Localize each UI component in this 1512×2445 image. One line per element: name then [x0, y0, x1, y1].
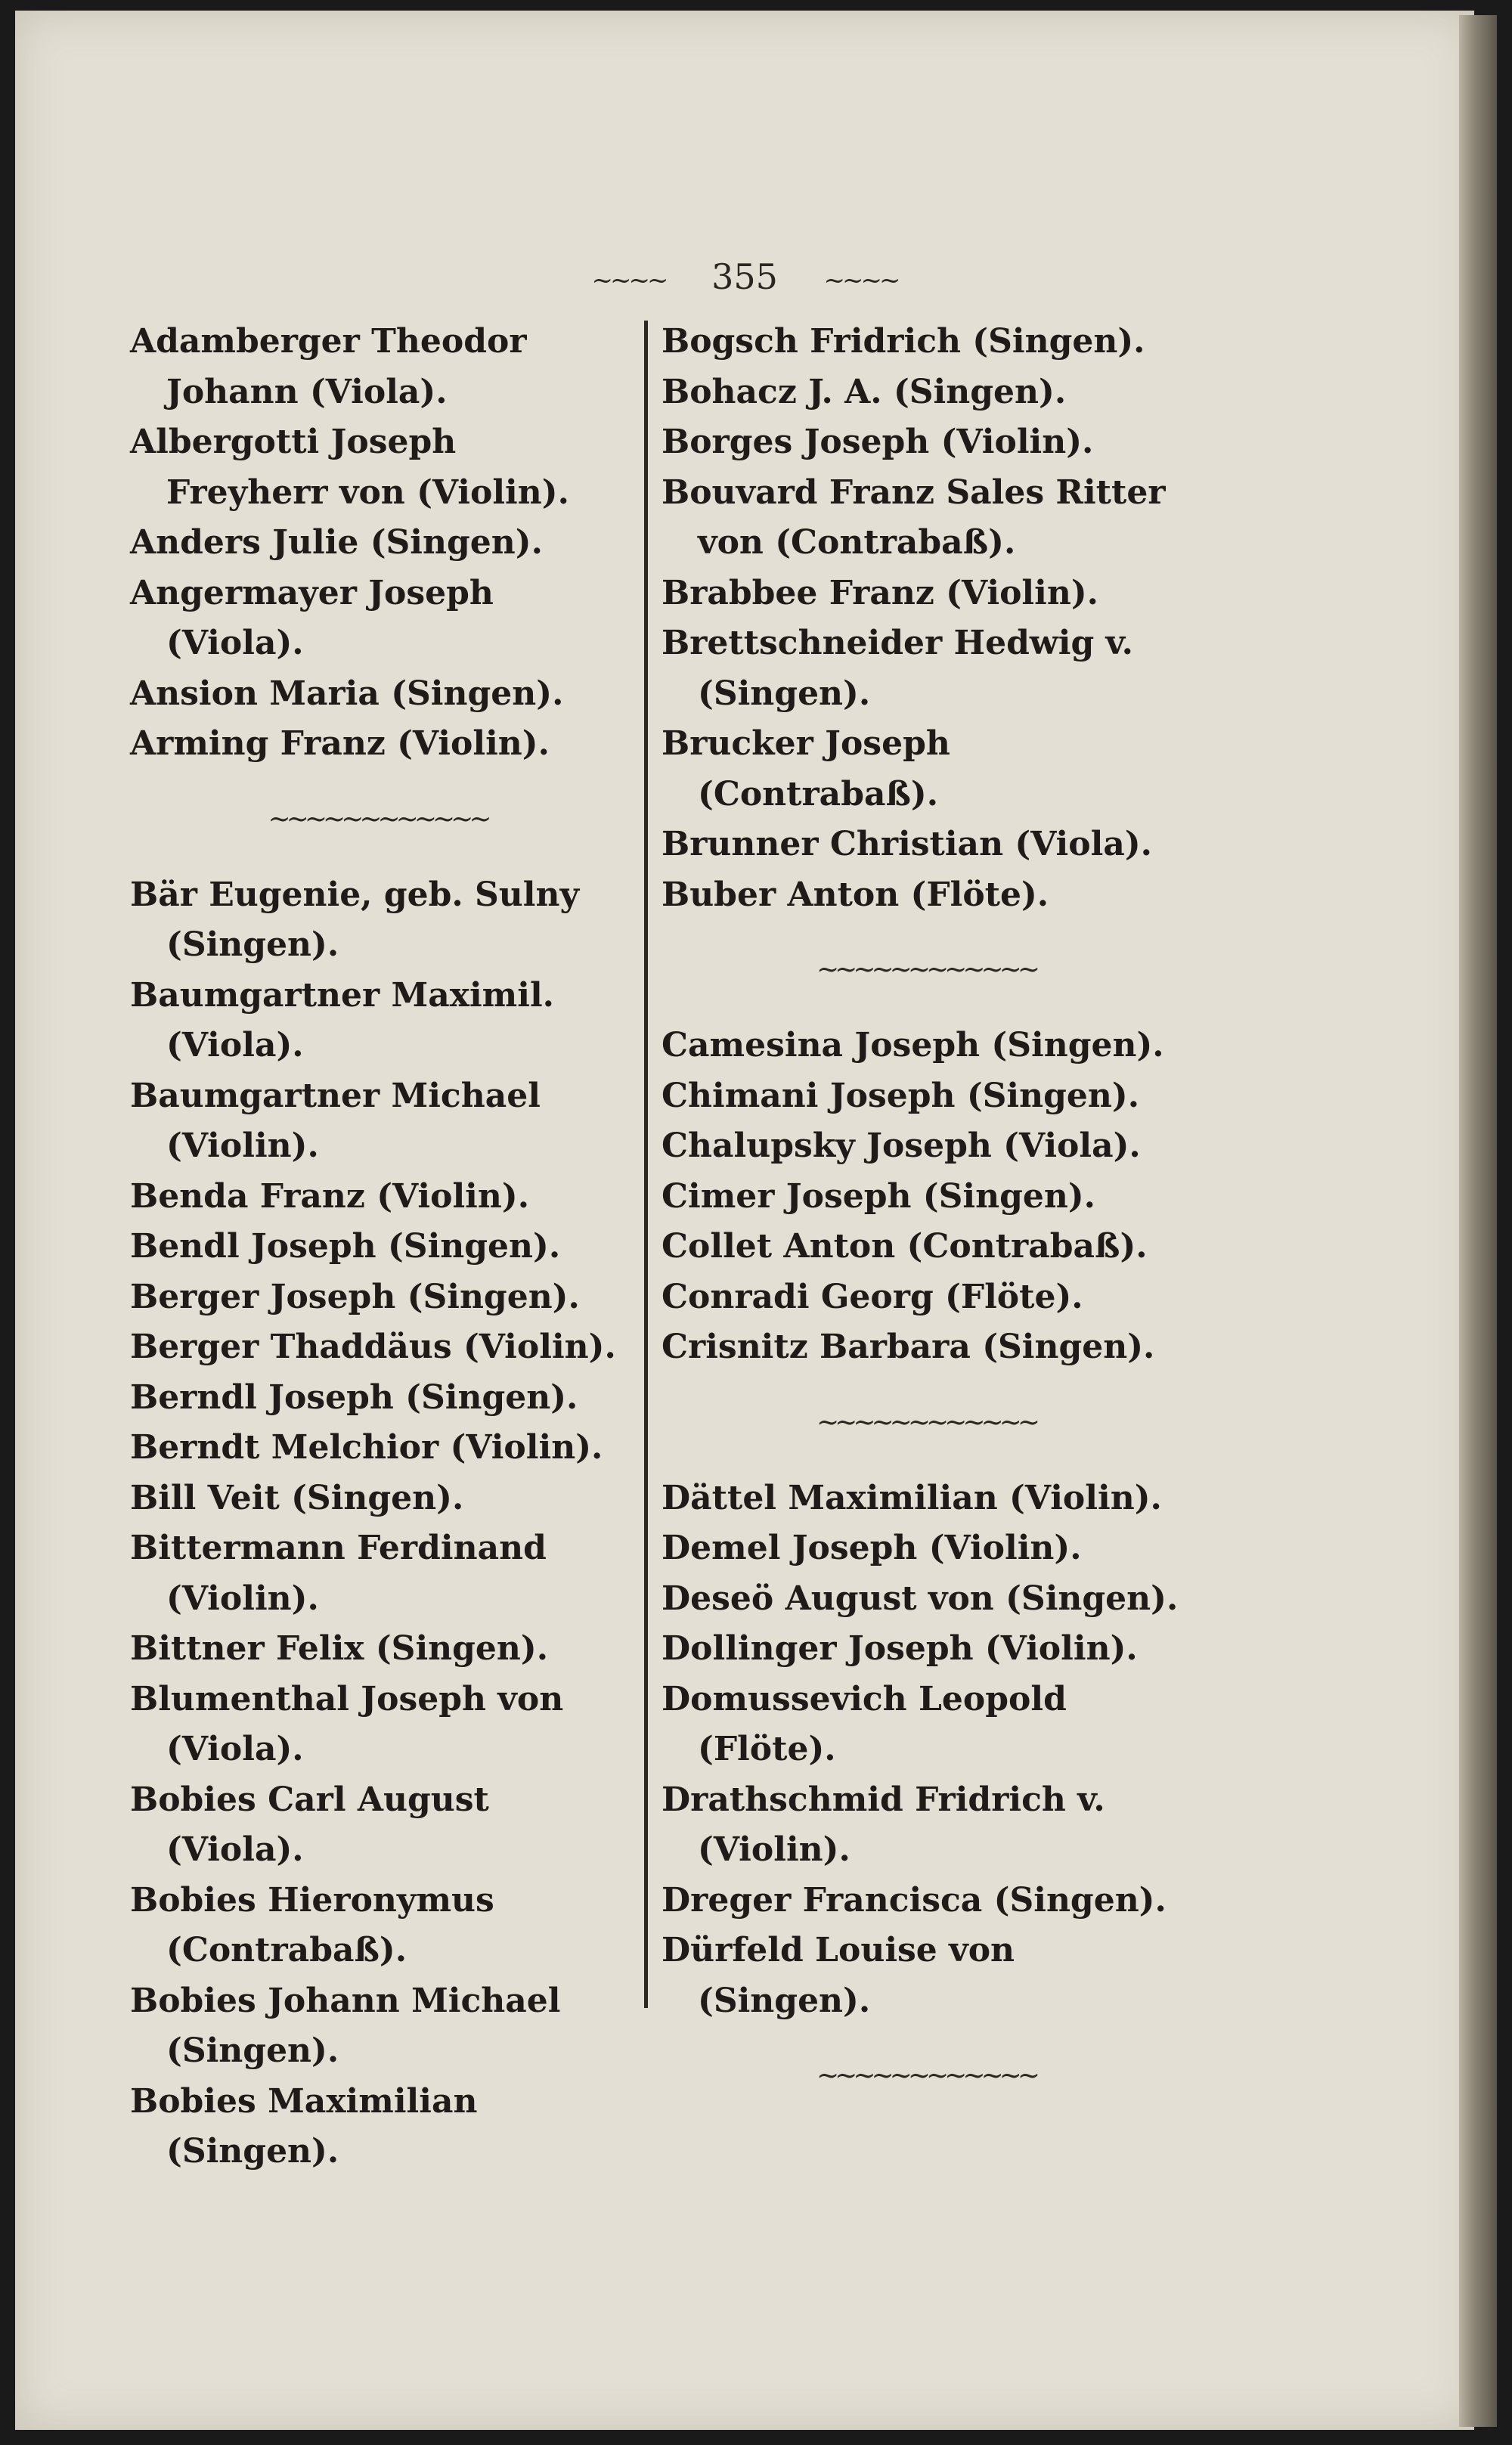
list-item: Deseö August von (Singen). [662, 1579, 1179, 1618]
list-item: Berndt Melchior (Violin). [130, 1428, 603, 1467]
list-item: Berger Joseph (Singen). [130, 1277, 580, 1316]
list-item: Borges Joseph (Violin). [662, 423, 1094, 461]
list-item: Dürfeld Louise von (Singen). [662, 1931, 1015, 2020]
section-divider-ornament: ~~~~~~~~~~~~ [816, 1406, 1036, 1438]
list-item: Benda Franz (Violin). [130, 1176, 530, 1216]
list-item: Drathschmid Fridrich v. (Violin). [662, 1780, 1105, 1869]
list-item: Bendl Joseph (Singen). [130, 1227, 561, 1266]
section-d [662, 1474, 1191, 2027]
list-item: Brunner Christian (Viola). [662, 825, 1152, 863]
list-item: Bouvard Franz Sales Ritter von (Contrabaß). [662, 473, 1166, 562]
list-item: Dreger Francisca (Singen). [662, 1880, 1167, 1920]
section-divider-ornament: ~~~~~~~~~~~~ [816, 954, 1036, 986]
list-item: Demel Joseph (Violin). [662, 1529, 1082, 1567]
left-column [130, 317, 625, 2177]
list-item: Baumgartner Michael (Violin). [130, 1076, 541, 1165]
list-item: Brabbee Franz (Violin). [662, 573, 1098, 612]
list-item: Bobies Hieronymus (Contrabaß). [130, 1880, 494, 1969]
list-item: Berger Thaddäus (Violin). [130, 1328, 616, 1366]
list-item: Adamberger Theodor Johann (Viola). [130, 322, 527, 411]
list-item: Brucker Joseph (Contrabaß). [662, 724, 950, 813]
list-item: Bohacz J. A. (Singen). [662, 372, 1067, 411]
list-item: Bobies Maximilian (Singen). [130, 2081, 478, 2171]
page-header [15, 256, 1474, 297]
list-item: Bobies Carl August (Viola). [130, 1780, 489, 1869]
list-item: Domussevich Leopold (Flöte). [662, 1679, 1067, 1768]
list-item: Bittner Felix (Singen). [130, 1629, 549, 1668]
list-item: Blumenthal Joseph von (Viola). [130, 1679, 564, 1768]
list-item: Chimani Joseph (Singen). [662, 1076, 1140, 1115]
list-item: Crisnitz Barbara (Singen). [662, 1328, 1155, 1366]
header-ornament-right: ~~~~ [823, 265, 898, 296]
list-item: Buber Anton (Flöte). [662, 875, 1049, 914]
list-item: Angermayer Joseph (Viola). [130, 573, 494, 662]
section-b-continued [662, 317, 1191, 920]
right-column [662, 317, 1191, 2127]
list-item: Arming Franz (Violin). [130, 724, 550, 763]
list-item: Camesina Joseph (Singen). [662, 1026, 1164, 1064]
page-edge [1459, 15, 1497, 2427]
list-item: Chalupsky Joseph (Viola). [662, 1126, 1141, 1165]
list-item: Bill Veit (Singen). [130, 1478, 464, 1517]
section-b [130, 870, 625, 2177]
book-page [15, 11, 1474, 2430]
list-item: Albergotti Joseph Freyherr von (Violin). [130, 423, 569, 512]
list-item: Anders Julie (Singen). [130, 523, 543, 562]
page-number: 355 [711, 256, 778, 297]
list-item: Bär Eugenie, geb. Sulny (Singen). [130, 875, 580, 964]
section-a [130, 317, 625, 770]
column-rule [644, 321, 648, 2008]
list-item: Bogsch Fridrich (Singen). [662, 322, 1145, 361]
list-item: Baumgartner Maximil. (Viola). [130, 975, 554, 1064]
section-c [662, 1021, 1191, 1373]
list-item: Dättel Maximilian (Violin). [662, 1478, 1162, 1517]
section-divider-ornament: ~~~~~~~~~~~~ [816, 2060, 1036, 2092]
list-item: Conradi Georg (Flöte). [662, 1277, 1083, 1316]
list-item: Bittermann Ferdinand (Violin). [130, 1529, 547, 1618]
list-item: Ansion Maria (Singen). [130, 674, 564, 713]
list-item: Berndl Joseph (Singen). [130, 1377, 578, 1417]
list-item: Bobies Johann Michael (Singen). [130, 1981, 561, 2070]
section-divider-ornament: ~~~~~~~~~~~~ [268, 803, 488, 835]
list-item: Collet Anton (Contrabaß). [662, 1227, 1148, 1266]
list-item: Dollinger Joseph (Violin). [662, 1629, 1138, 1668]
list-item: Cimer Joseph (Singen). [662, 1176, 1095, 1216]
list-item: Brettschneider Hedwig v. (Singen). [662, 624, 1133, 713]
header-ornament-left: ~~~~ [591, 265, 666, 296]
